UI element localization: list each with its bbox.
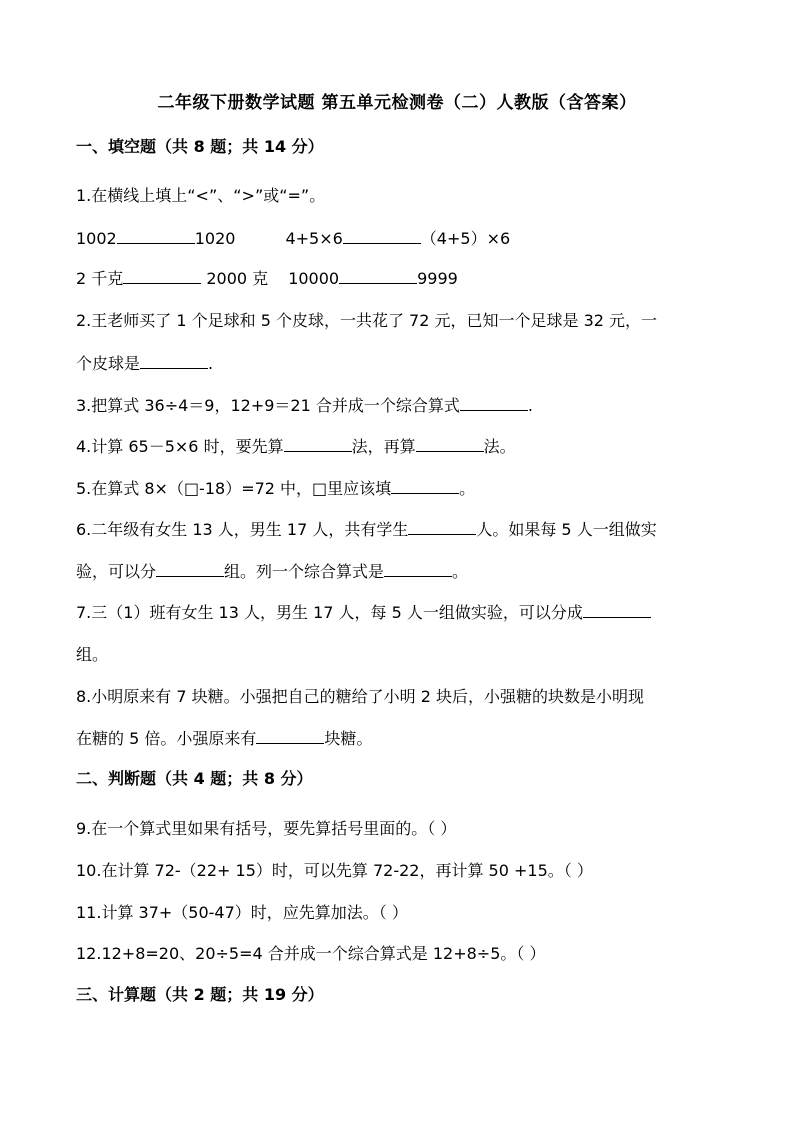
text: 7.三（1）班有女生 13 人，男生 17 人，每 5 人一组做实验，可以分成: [76, 603, 583, 622]
question-7-line-1: [76, 602, 651, 624]
question-6-line-1: [76, 519, 657, 541]
text: 验，可以分: [76, 562, 157, 581]
text: 。: [459, 479, 476, 498]
question-11: 11.计算 37+（50-47）时，应先算加法。（ ）: [76, 903, 408, 922]
text: 。: [452, 562, 469, 581]
answer-blank[interactable]: [460, 395, 528, 411]
answer-blank[interactable]: [140, 353, 208, 369]
operand: 2 千克: [76, 269, 124, 288]
operand: 2000 克: [201, 269, 269, 288]
operand: 1020: [194, 229, 236, 248]
answer-blank[interactable]: [408, 519, 476, 535]
text: 块糖。: [324, 729, 373, 748]
text: .: [208, 354, 214, 373]
text: .: [527, 396, 533, 415]
question-12: 12.12+8=20、20÷5=4 合并成一个综合算式是 12+8÷5。（ ）: [76, 944, 546, 963]
question-8-line-2: [76, 728, 372, 750]
question-4: [76, 436, 516, 458]
answer-blank[interactable]: [384, 561, 452, 577]
operand: 10000: [288, 269, 340, 288]
text: 6.二年级有女生 13 人，男生 17 人，共有学生: [76, 520, 409, 539]
answer-blank[interactable]: [583, 602, 651, 618]
section-heading-fill-blank: 一、填空题（共 8 题；共 14 分）: [76, 137, 324, 156]
question-9: 9.在一个算式里如果有括号，要先算括号里面的。（ ）: [76, 819, 457, 838]
text: 3.把算式 36÷4＝9，12+9＝21 合并成一个综合算式: [76, 396, 460, 415]
answer-blank[interactable]: [256, 728, 324, 744]
answer-blank[interactable]: [117, 228, 195, 244]
answer-blank[interactable]: [391, 478, 459, 494]
answer-blank[interactable]: [416, 436, 484, 452]
question-1-row-1: [76, 228, 510, 250]
answer-blank[interactable]: [343, 228, 421, 244]
answer-blank[interactable]: [284, 436, 352, 452]
operand: 9999: [417, 269, 458, 288]
question-10: 10.在计算 72-（22+ 15）时，可以先算 72-22，再计算 50 +15。（ ）: [76, 861, 593, 880]
section-heading-calculation: 三、计算题（共 2 题；共 19 分）: [76, 985, 324, 1004]
text: 法，再算: [351, 437, 416, 456]
text: 组。列一个综合算式是: [224, 562, 385, 581]
question-3: [76, 395, 533, 417]
answer-blank[interactable]: [123, 268, 201, 284]
question-7-line-2: 组。: [76, 645, 109, 664]
text: 5.在算式 8×（□-18）=72 中，□里应该填: [76, 479, 392, 498]
question-5: [76, 478, 475, 500]
text: 在糖的 5 倍。小强原来有: [76, 729, 257, 748]
question-8-line-1: 8.小明原来有 7 块糖。小强把自己的糖给了小明 2 块后，小强糖的块数是小明现: [76, 687, 644, 706]
operand: 1002: [76, 229, 117, 248]
question-6-line-2: [76, 561, 468, 583]
operand: （4+5）×6: [420, 229, 511, 248]
answer-blank[interactable]: [339, 268, 417, 284]
operand: 4+5×6: [285, 229, 343, 248]
question-2-line-1: 2.王老师买了 1 个足球和 5 个皮球，一共花了 72 元，已知一个足球是 32 元，一: [76, 311, 658, 330]
text: 个皮球是: [76, 354, 141, 373]
text: 4.计算 65－5×6 时，要先算: [76, 437, 284, 456]
text: 法。: [483, 437, 516, 456]
question-1-row-2: [76, 268, 458, 290]
text: 人。如果每 5 人一组做实: [476, 520, 657, 539]
question-2-line-2: [76, 353, 213, 375]
page-title: 二年级下册数学试题 第五单元检测卷（二）人教版（含答案）: [157, 93, 637, 113]
section-heading-true-false: 二、判断题（共 4 题；共 8 分）: [76, 769, 313, 788]
question-1-prompt: 1.在横线上填上“<”、“>”或“=”。: [76, 186, 326, 205]
answer-blank[interactable]: [156, 561, 224, 577]
